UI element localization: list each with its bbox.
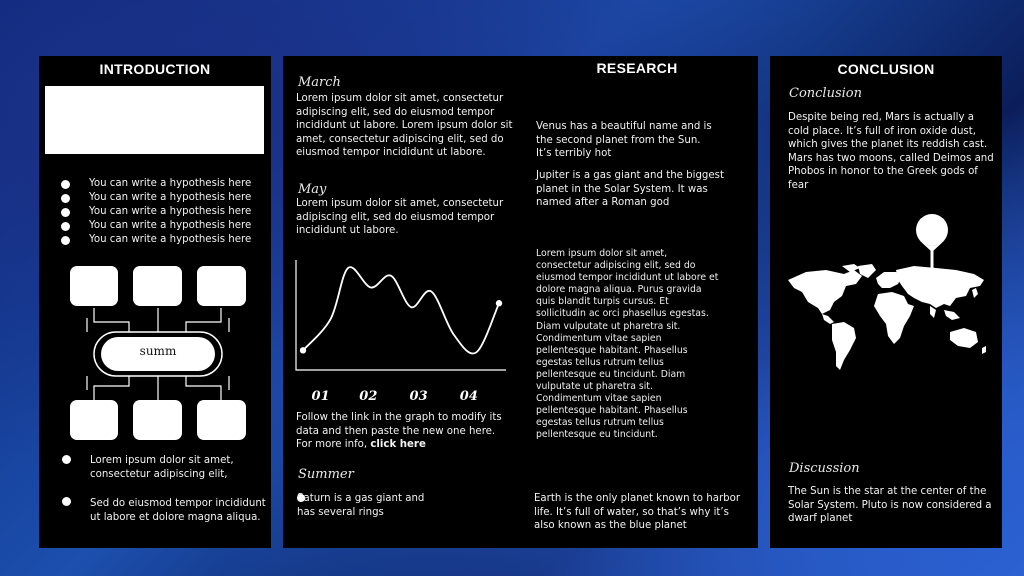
may-text: Lorem ipsum dolor sit amet, consectetur adipiscing elit, sed do eiusmod tempor incididunt ut labore. [296,198,504,236]
march-heading: March [298,75,341,90]
list-item: You can write a hypothesis here [61,219,251,233]
lorem-long-text: Lorem ipsum dolor sit amet, consectetur adipiscing elit, sed do eiusmod tempor incididunt ut labore et dolore magna aliqua. Purus gravida quis blandit turpis cursus. Et sollicitudin ac orci phasellus egestas. Diam vulputate ut pharetra sit. Condimentum vitae sapien pellentesque habitant. Phasellus egestas tellus rutrum tellus pellentesque eu tincidunt. Diam vulputate ut pharetra sit. Condimentum vitae sapien pellentesque habitant. Phasellus egestas tellus rutrum tellus pellentesque eu tincidunt. [536,248,719,441]
summer-heading: Summer [298,467,354,482]
list-item: You can write a hypothesis here [61,205,251,219]
diagram-box-bottom-1 [70,400,118,440]
list-item: Lorem ipsum dolor sit amet, consectetur adipiscing elit, [90,455,234,480]
diagram-center-label: summ [139,344,177,358]
may-heading: May [298,182,327,197]
data-point [300,347,306,353]
conclusion-heading: Conclusion [789,86,862,101]
list-item: You can write a hypothesis here [61,191,251,205]
world-map-icon [784,262,990,374]
march-text: Lorem ipsum dolor sit amet, consectetur adipiscing elit, sed do eiusmod tempor incididunt ut labore. Lorem ipsum dolor sit amet, consectetur adipiscing elit, sed do eiusmod tempor incididunt ut labore. [296,93,513,158]
x-tick-label: 04 [459,389,478,404]
line-chart[interactable] [291,254,511,408]
discussion-heading: Discussion [789,461,860,476]
earth-text: Earth is the only planet known to harbor life. It’s full of water, so that’s why it’s also known as the blue planet [534,493,741,531]
graph-note [296,411,511,452]
venus-text: Venus has a beautiful name and is the second planet from the Sun. It’s terribly hot [536,121,712,159]
conclusion-panel [770,56,1002,548]
list-item: You can write a hypothesis here [61,177,251,191]
x-tick-label: 02 [359,389,378,404]
x-tick-label: 01 [311,389,330,404]
diagram-box-bottom-2 [133,400,182,440]
list-item: You can write a hypothesis here [61,233,251,247]
graph-note-text: Follow the link in the graph to modify its data and then paste the new one here. For more info, [296,412,502,450]
introduction-panel [39,56,271,548]
bullet-icon [62,497,71,506]
data-point [496,300,502,306]
list-item: Sed do eiusmod tempor incididunt ut labore et dolore magna aliqua. [90,498,266,523]
bullet-icon [62,455,71,464]
x-tick-label: 03 [409,389,428,404]
summer-text: Saturn is a gas giant and has several rings [297,493,425,518]
conclusion-text: Despite being red, Mars is actually a cold place. It’s full of iron oxide dust, which gives the planet its reddish cast. Mars has two moons, called Deimos and Phobos in honor to the Greek gods of fear [788,112,994,191]
introduction-title: INTRODUCTION [99,61,211,77]
series-line [303,267,499,353]
diagram-box-bottom-3 [197,400,246,440]
jupiter-text: Jupiter is a gas giant and the biggest planet in the Solar System. It was named after a Roman god [536,170,724,208]
click-here-link[interactable]: click here [370,439,426,450]
discussion-text: The Sun is the star at the center of the Solar System. Pluto is now considered a dwarf planet [788,486,992,524]
conclusion-title: CONCLUSION [837,61,935,77]
research-title: RESEARCH [596,60,678,76]
research-panel [283,56,758,548]
